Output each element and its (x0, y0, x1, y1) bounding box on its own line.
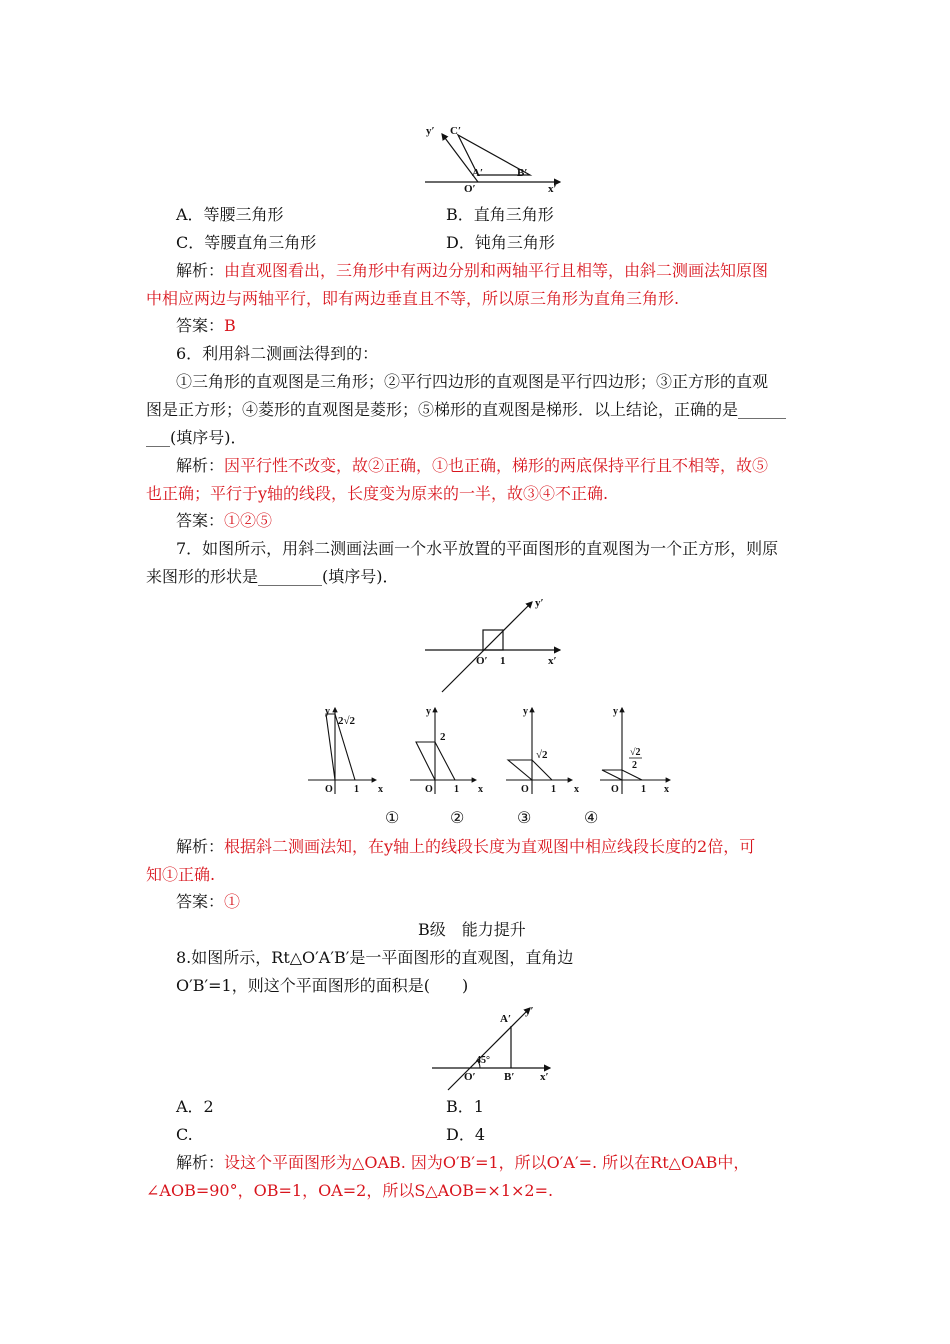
label-yp: y′ (535, 597, 544, 609)
choice-1-graph (308, 706, 383, 795)
q6-answer-value: ①②⑤ (224, 511, 273, 530)
q5-analysis-line2: 中相应两边与两轴平行，即有两边垂直且不等，所以原三角形为直角三角形. (146, 289, 680, 308)
svg-text:y: y (325, 706, 330, 717)
q7-analysis-text1: 根据斜二测画法知，在y轴上的线段长度为直观图中相应线段长度的2倍，可 (224, 837, 756, 856)
q7-choice-4: ④ (584, 808, 599, 827)
svg-text:y: y (523, 706, 528, 717)
q7-stem-line2: 来图形的形状是________(填序号)． (146, 567, 399, 586)
q5-option-c: C．等腰直角三角形 (176, 233, 317, 252)
label-op: O′ (464, 183, 476, 195)
label-ap: A′ (472, 167, 484, 179)
q7-analysis-line1 (176, 837, 755, 857)
q5-answer-label: 答案： (176, 316, 225, 335)
svg-text:x: x (664, 784, 669, 795)
q8-figure (428, 1000, 568, 1095)
choice-3-graph (506, 706, 579, 795)
label-cp: C′ (450, 125, 462, 137)
svg-text:1: 1 (641, 784, 646, 795)
svg-text:O: O (611, 784, 619, 795)
label-xp: x′ (548, 183, 557, 195)
q8-stem-line2: O′B′=1，则这个平面图形的面积是( ) (176, 976, 469, 995)
q5-analysis-text1: 由直观图看出，三角形中有两边分别和两轴平行且相等，由斜二测画法知原图 (224, 261, 769, 280)
q7-analysis-line2: 知①正确. (146, 865, 216, 884)
q5-option-b: B．直角三角形 (446, 205, 554, 224)
svg-text:√2: √2 (630, 747, 641, 758)
q6-analysis-line1 (176, 456, 768, 476)
q5-analysis-label: 解析： (176, 261, 225, 280)
svg-text:√2: √2 (536, 749, 548, 761)
q7-answer-value: ① (224, 892, 241, 911)
q6-analysis-label: 解析： (176, 456, 225, 475)
q8-analysis-line1 (176, 1153, 749, 1173)
svg-text:1: 1 (454, 784, 459, 795)
q8-analysis-text1: 设这个平面图形为△OAB. 因为O′B′=1，所以O′A′=. 所以在Rt△OAB中， (224, 1153, 750, 1172)
svg-text:O: O (425, 784, 433, 795)
svg-text:y: y (613, 706, 618, 717)
q8-option-c: C. (176, 1125, 193, 1144)
q7-answer (176, 892, 240, 912)
choice-4-graph (600, 706, 670, 795)
square (483, 630, 503, 650)
label-xp: x′ (540, 1071, 549, 1083)
q5-option-d: D．钝角三角形 (446, 233, 555, 252)
svg-text:2√2: 2√2 (338, 715, 356, 727)
label-xp: x′ (548, 655, 557, 667)
svg-text:O: O (521, 784, 529, 795)
label-op: O′ (464, 1071, 476, 1083)
q8-analysis-line2: ∠AOB=90°，OB=1，OA=2，所以S△AOB=×1×2=. (146, 1181, 554, 1200)
q8-analysis-label: 解析： (176, 1153, 225, 1172)
q8-option-b: B．1 (446, 1097, 484, 1116)
svg-text:1: 1 (354, 784, 359, 795)
svg-text:x: x (378, 784, 383, 795)
svg-text:1: 1 (551, 784, 556, 795)
section-title: B级 能力提升 (418, 920, 526, 939)
q5-figure (420, 120, 570, 195)
q8-stem-line1: 8.如图所示，Rt△O′A′B′是一平面图形的直观图，直角边 (176, 948, 574, 967)
label-yp: y′ (525, 1005, 534, 1017)
q6-answer (176, 511, 272, 531)
q7-choice-1: ① (385, 808, 400, 827)
q7-analysis-label: 解析： (176, 837, 225, 856)
label-one: 1 (500, 655, 506, 667)
y-axis (448, 1008, 530, 1090)
svg-text:y: y (426, 706, 431, 717)
q8-option-d: D．4 (446, 1125, 486, 1144)
q7-answer-label: 答案： (176, 892, 225, 911)
q6-analysis-line2: 也正确；平行于y轴的线段，长度变为原来的一半，故③④不正确. (146, 484, 609, 503)
svg-text:x: x (574, 784, 579, 795)
y-axis (442, 602, 532, 692)
label-yp: y′ (426, 125, 435, 137)
svg-text:x: x (478, 784, 483, 795)
svg-text:O: O (325, 784, 333, 795)
q5-answer (176, 316, 236, 336)
q6-items-line2: 图是正方形；④菱形的直观图是菱形；⑤梯形的直观图是梯形．以上结论，正确的是______ (146, 400, 787, 419)
q6-analysis-text1: 因平行性不改变，故②正确，①也正确，梯形的两底保持平行且不相等，故⑤ (224, 456, 769, 475)
q6-items-line3: ___(填序号)． (146, 428, 247, 447)
label-op: O′ (476, 655, 488, 667)
q6-stem: 6．利用斜二测画法得到的： (176, 344, 379, 363)
q7-choices-figure (300, 702, 680, 802)
label-bp: B′ (517, 167, 528, 179)
q8-option-a: A．2 (176, 1097, 214, 1116)
q7-figure (420, 592, 570, 697)
q7-choice-3: ③ (517, 808, 532, 827)
q5-answer-value: B (224, 316, 236, 335)
q7-stem-line1: 7．如图所示，用斜二测画法画一个水平放置的平面图形的直观图为一个正方形，则原 (176, 539, 779, 558)
q6-answer-label: 答案： (176, 511, 225, 530)
q6-items-line1: ①三角形的直观图是三角形；②平行四边形的直观图是平行四边形；③正方形的直观 (176, 372, 769, 391)
svg-text:2: 2 (632, 760, 637, 771)
label-ap: A′ (500, 1013, 512, 1025)
label-bp: B′ (504, 1071, 515, 1083)
label-angle: 45° (476, 1055, 490, 1066)
q5-option-a: A．等腰三角形 (176, 205, 284, 224)
q5-analysis-line1 (176, 261, 768, 281)
svg-text:2: 2 (440, 731, 446, 743)
q7-choice-2: ② (450, 808, 465, 827)
choice-2-graph (410, 706, 483, 795)
